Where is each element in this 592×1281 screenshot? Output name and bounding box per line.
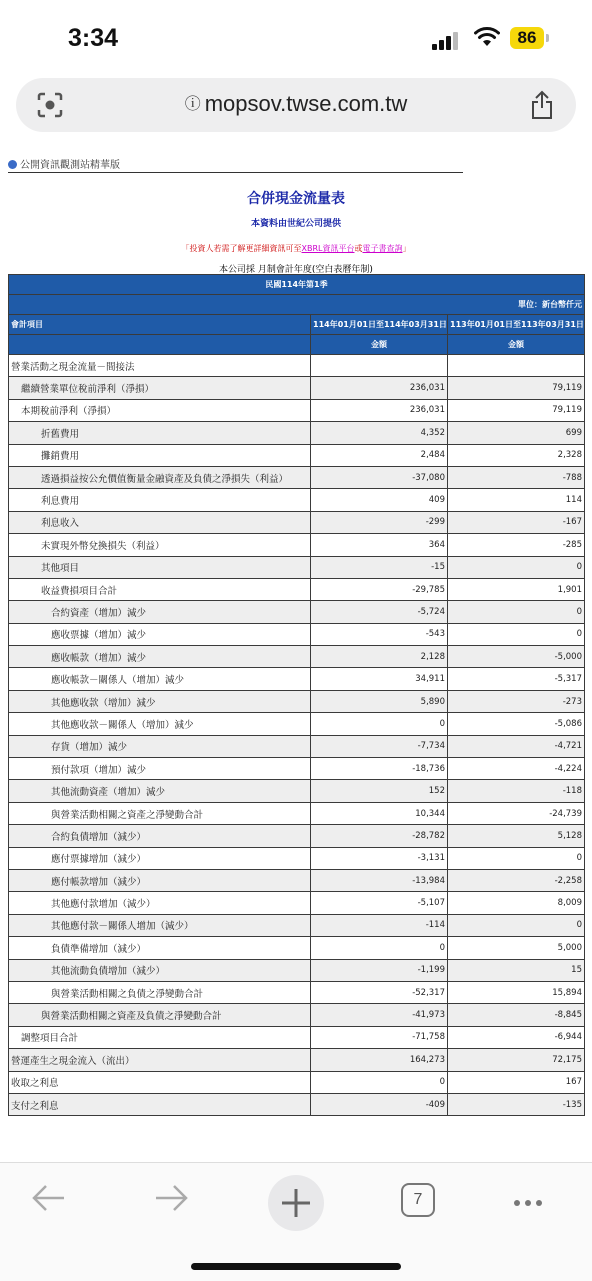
table-row	[9, 981, 585, 1003]
current-amount: 5,890	[311, 690, 448, 712]
notice-suffix: 」	[402, 244, 411, 253]
globe-icon	[8, 160, 17, 169]
previous-amount: 79,119	[448, 399, 585, 421]
current-amount: -29,785	[311, 578, 448, 600]
current-amount: -543	[311, 623, 448, 645]
current-amount: 236,031	[311, 377, 448, 399]
previous-amount: 0	[448, 847, 585, 869]
row-label: 其他流動負債增加（減少）	[9, 959, 311, 981]
previous-amount: 8,009	[448, 892, 585, 914]
table-row	[9, 444, 585, 466]
site-home-link[interactable]	[8, 156, 463, 173]
row-label: 其他應收款（增加）減少	[9, 690, 311, 712]
table-row	[9, 489, 585, 511]
previous-amount	[448, 355, 585, 377]
table-row	[9, 578, 585, 600]
previous-amount: -6,944	[448, 1026, 585, 1048]
row-label: 與營業活動相關之負債之淨變動合計	[9, 981, 311, 1003]
table-row	[9, 511, 585, 533]
current-amount: -15	[311, 556, 448, 578]
site-home-label: 公開資訊觀測站精華版	[20, 160, 120, 171]
table-row	[9, 713, 585, 735]
current-amount-header: 金額	[311, 335, 448, 355]
table-row	[9, 825, 585, 847]
previous-amount: 79,119	[448, 377, 585, 399]
table-row	[9, 623, 585, 645]
row-label: 其他項目	[9, 556, 311, 578]
current-amount: -7,734	[311, 735, 448, 757]
previous-amount: 0	[448, 601, 585, 623]
current-amount: 0	[311, 1071, 448, 1093]
table-row	[9, 937, 585, 959]
current-amount: -52,317	[311, 981, 448, 1003]
row-label: 應收帳款－關係人（增加）減少	[9, 668, 311, 690]
current-amount: -299	[311, 511, 448, 533]
previous-amount: 1,901	[448, 578, 585, 600]
forward-icon[interactable]	[154, 1183, 190, 1213]
data-source-note: 本資料由世紀公司提供	[250, 219, 341, 229]
current-amount: 4,352	[311, 422, 448, 444]
row-label: 應付帳款增加（減少）	[9, 869, 311, 891]
share-icon[interactable]	[530, 90, 554, 120]
previous-amount: -5,086	[448, 713, 585, 735]
battery-cap	[546, 34, 549, 42]
row-label: 本期稅前淨利（淨損）	[9, 399, 311, 421]
table-row	[9, 601, 585, 623]
previous-amount: 0	[448, 556, 585, 578]
status-bar	[0, 0, 592, 78]
clock: 3:34	[68, 24, 119, 52]
table-row	[9, 690, 585, 712]
row-label: 應付票據增加（減少）	[9, 847, 311, 869]
table-row	[9, 847, 585, 869]
web-content	[0, 150, 592, 1162]
url-domain: mopsov.twse.com.tw	[204, 91, 408, 116]
notice-mid: 或	[354, 244, 363, 253]
back-icon[interactable]	[30, 1183, 66, 1213]
more-menu-icon[interactable]	[514, 1191, 547, 1210]
previous-amount: -273	[448, 690, 585, 712]
table-row	[9, 1049, 585, 1071]
row-label: 調整項目合計	[9, 1026, 311, 1048]
investor-notice	[0, 243, 592, 254]
row-label: 營運產生之現金流入（流出）	[9, 1049, 311, 1071]
previous-amount: 15,894	[448, 981, 585, 1003]
plus-icon	[268, 1175, 324, 1231]
table-row	[9, 892, 585, 914]
table-row	[9, 1071, 585, 1093]
row-label: 合約資產（增加）減少	[9, 601, 311, 623]
previous-amount: 167	[448, 1071, 585, 1093]
previous-amount: -788	[448, 466, 585, 488]
current-amount	[311, 355, 448, 377]
current-amount: -71,758	[311, 1026, 448, 1048]
table-row	[9, 735, 585, 757]
cash-flow-table	[8, 274, 585, 1116]
row-label: 其他應付款增加（減少）	[9, 892, 311, 914]
tab-switcher-button[interactable]: 7	[401, 1183, 435, 1217]
current-amount: -28,782	[311, 825, 448, 847]
table-row	[9, 914, 585, 936]
site-info-icon[interactable]: ⓘ	[184, 96, 201, 113]
current-amount: 164,273	[311, 1049, 448, 1071]
row-label: 透過損益按公允價值衡量金融資產及負債之淨損失（利益）	[9, 466, 311, 488]
current-amount: 0	[311, 937, 448, 959]
current-amount: -114	[311, 914, 448, 936]
row-label: 應收票據（增加）減少	[9, 623, 311, 645]
xbrl-link[interactable]: XBRL資訊平台	[301, 244, 355, 253]
battery-indicator: 86	[510, 27, 544, 49]
previous-amount: -5,317	[448, 668, 585, 690]
current-amount: 10,344	[311, 802, 448, 824]
table-row	[9, 534, 585, 556]
table-row	[9, 1093, 585, 1115]
current-amount: 2,484	[311, 444, 448, 466]
previous-amount: 72,175	[448, 1049, 585, 1071]
table-row	[9, 959, 585, 981]
current-amount: 152	[311, 780, 448, 802]
row-label: 預付款項（增加）減少	[9, 758, 311, 780]
previous-amount: 0	[448, 623, 585, 645]
address-bar[interactable]	[16, 78, 576, 132]
current-amount: 364	[311, 534, 448, 556]
current-period-header: 114年01月01日至114年03月31日	[311, 315, 448, 335]
url-text[interactable]	[16, 91, 576, 117]
previous-amount: 5,128	[448, 825, 585, 847]
table-row	[9, 802, 585, 824]
page-title: 合併現金流量表	[247, 191, 345, 207]
row-label: 利息收入	[9, 511, 311, 533]
period-header: 民國114年第1季	[9, 275, 585, 295]
current-amount: 2,128	[311, 646, 448, 668]
row-label: 合約負債增加（減少）	[9, 825, 311, 847]
table-row	[9, 377, 585, 399]
table-row	[9, 422, 585, 444]
current-amount: -13,984	[311, 869, 448, 891]
ebook-link[interactable]: 電子書查詢	[362, 244, 403, 253]
previous-amount: -167	[448, 511, 585, 533]
row-label: 攤銷費用	[9, 444, 311, 466]
table-row	[9, 399, 585, 421]
table-row	[9, 466, 585, 488]
previous-amount: -4,721	[448, 735, 585, 757]
current-amount: -41,973	[311, 1004, 448, 1026]
previous-amount: -8,845	[448, 1004, 585, 1026]
row-label: 負債準備增加（減少）	[9, 937, 311, 959]
previous-amount: 5,000	[448, 937, 585, 959]
row-label: 支付之利息	[9, 1093, 311, 1115]
row-label: 與營業活動相關之資產及負債之淨變動合計	[9, 1004, 311, 1026]
previous-amount: 15	[448, 959, 585, 981]
row-label: 未實現外幣兌換損失（利益）	[9, 534, 311, 556]
row-label: 利息費用	[9, 489, 311, 511]
home-indicator	[191, 1263, 401, 1270]
row-label: 存貨（增加）減少	[9, 735, 311, 757]
current-amount: 0	[311, 713, 448, 735]
current-amount: -5,724	[311, 601, 448, 623]
row-label: 其他流動資產（增加）減少	[9, 780, 311, 802]
row-label: 與營業活動相關之資產之淨變動合計	[9, 802, 311, 824]
previous-amount: -24,739	[448, 802, 585, 824]
browser-toolbar	[0, 1162, 592, 1281]
previous-amount: 699	[448, 422, 585, 444]
row-label: 其他應收款－關係人（增加）減少	[9, 713, 311, 735]
previous-amount: 114	[448, 489, 585, 511]
previous-amount: 0	[448, 914, 585, 936]
row-label: 其他應付款－關係人增加（減少）	[9, 914, 311, 936]
notice-prefix: 「投資人若需了解更詳細資訊可至	[181, 244, 302, 253]
new-tab-button[interactable]	[268, 1175, 324, 1231]
current-amount: 409	[311, 489, 448, 511]
table-row	[9, 780, 585, 802]
table-row	[9, 355, 585, 377]
current-amount: 236,031	[311, 399, 448, 421]
current-amount: -5,107	[311, 892, 448, 914]
item-column-header: 會計項目	[9, 315, 311, 335]
current-amount: 34,911	[311, 668, 448, 690]
table-row	[9, 1026, 585, 1048]
previous-amount: -2,258	[448, 869, 585, 891]
table-row	[9, 668, 585, 690]
previous-amount: -285	[448, 534, 585, 556]
table-row	[9, 646, 585, 668]
current-amount: -409	[311, 1093, 448, 1115]
row-label: 收取之利息	[9, 1071, 311, 1093]
table-row	[9, 869, 585, 891]
previous-amount: -135	[448, 1093, 585, 1115]
row-label: 收益費損項目合計	[9, 578, 311, 600]
table-row	[9, 1004, 585, 1026]
previous-amount: 2,328	[448, 444, 585, 466]
current-amount: -3,131	[311, 847, 448, 869]
unit-header: 單位：新台幣仟元	[9, 295, 585, 315]
row-label: 繼續營業單位稅前淨利（淨損）	[9, 377, 311, 399]
item-subheader-blank	[9, 335, 311, 355]
table-row	[9, 758, 585, 780]
previous-amount: -4,224	[448, 758, 585, 780]
fiscal-year-note: 本公司採 月制會計年度(空白表曆年制)	[219, 265, 373, 275]
previous-amount: -118	[448, 780, 585, 802]
current-amount: -18,736	[311, 758, 448, 780]
previous-period-header: 113年01月01日至113年03月31日	[448, 315, 585, 335]
current-amount: -1,199	[311, 959, 448, 981]
previous-amount-header: 金額	[448, 335, 585, 355]
row-label: 應收帳款（增加）減少	[9, 646, 311, 668]
row-label: 營業活動之現金流量－間接法	[9, 355, 311, 377]
previous-amount: -5,000	[448, 646, 585, 668]
current-amount: -37,080	[311, 466, 448, 488]
wifi-icon	[474, 26, 500, 48]
table-row	[9, 556, 585, 578]
row-label: 折舊費用	[9, 422, 311, 444]
cellular-signal-icon	[432, 30, 462, 50]
